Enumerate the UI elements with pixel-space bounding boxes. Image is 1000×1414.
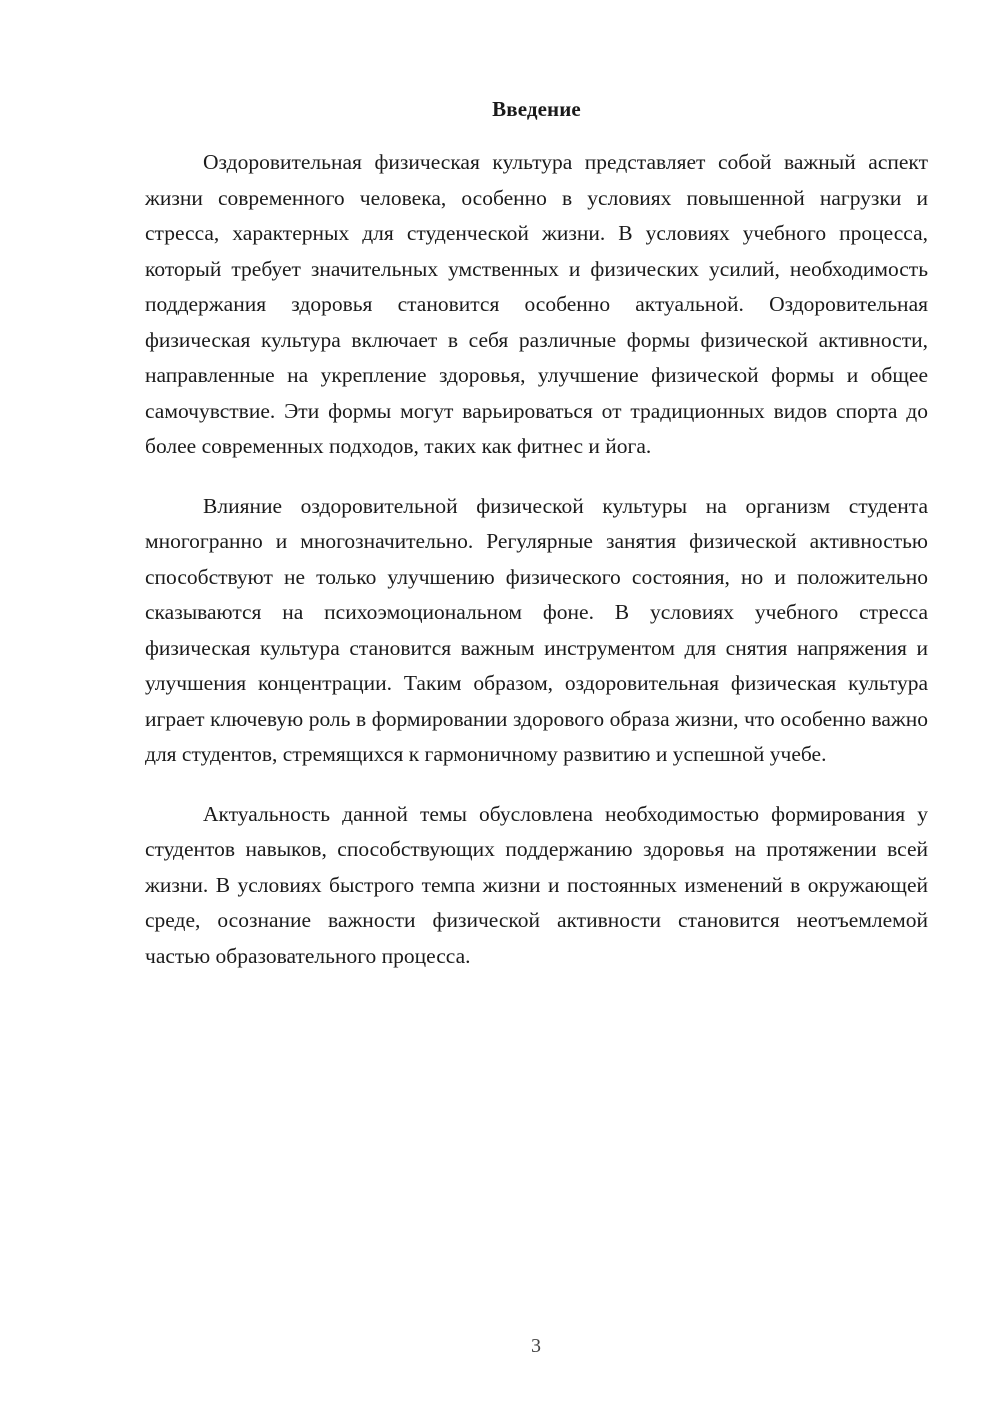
paragraph-2: Влияние оздоровительной физической культуры на организм студента многогранно и многозначительно. Регулярные занятия физической активностью способствуют не только улучшению физического состояния, но и положительно сказываются на психоэмоциональном фоне. В условиях учебного стресса физическая культура становится важным инструментом для снятия напряжения и улучшения концентрации. Таким образом, оздоровительная физическая культура играет ключевую роль в формировании здорового образа жизни, что особенно важно для студентов, стремящихся к гармоничному развитию и успешной учебе.: [145, 493, 928, 766]
paragraph-3: Актуальность данной темы обусловлена необходимостью формирования у студентов навыков, способствующих поддержанию здоровья на протяжении всей жизни. В условиях быстрого темпа жизни и постоянных изменений в окружающей среде, осознание важности физической активности становится неотъемлемой частью образовательного процесса.: [145, 801, 928, 968]
page-number-footer: [0, 1334, 1000, 1358]
paragraph-1: Оздоровительная физическая культура представляет собой важный аспект жизни современного человека, особенно в условиях повышенной нагрузки и стресса, характерных для студенческой жизни. В условиях учебного процесса, который требует значительных умственных и физических усилий, необходимость поддержания здоровья становится особенно актуальной. Оздоровительная физическая культура включает в себя различные формы физической активности, направленные на укрепление здоровья, улучшение физической формы и общее самочувствие. Эти формы могут варьироваться от традиционных видов спорта до более современных подходов, таких как фитнес и йога.: [145, 150, 928, 458]
page-content: [145, 95, 928, 998]
section-heading: Введение: [492, 97, 581, 121]
page-number: 3: [531, 1335, 541, 1357]
